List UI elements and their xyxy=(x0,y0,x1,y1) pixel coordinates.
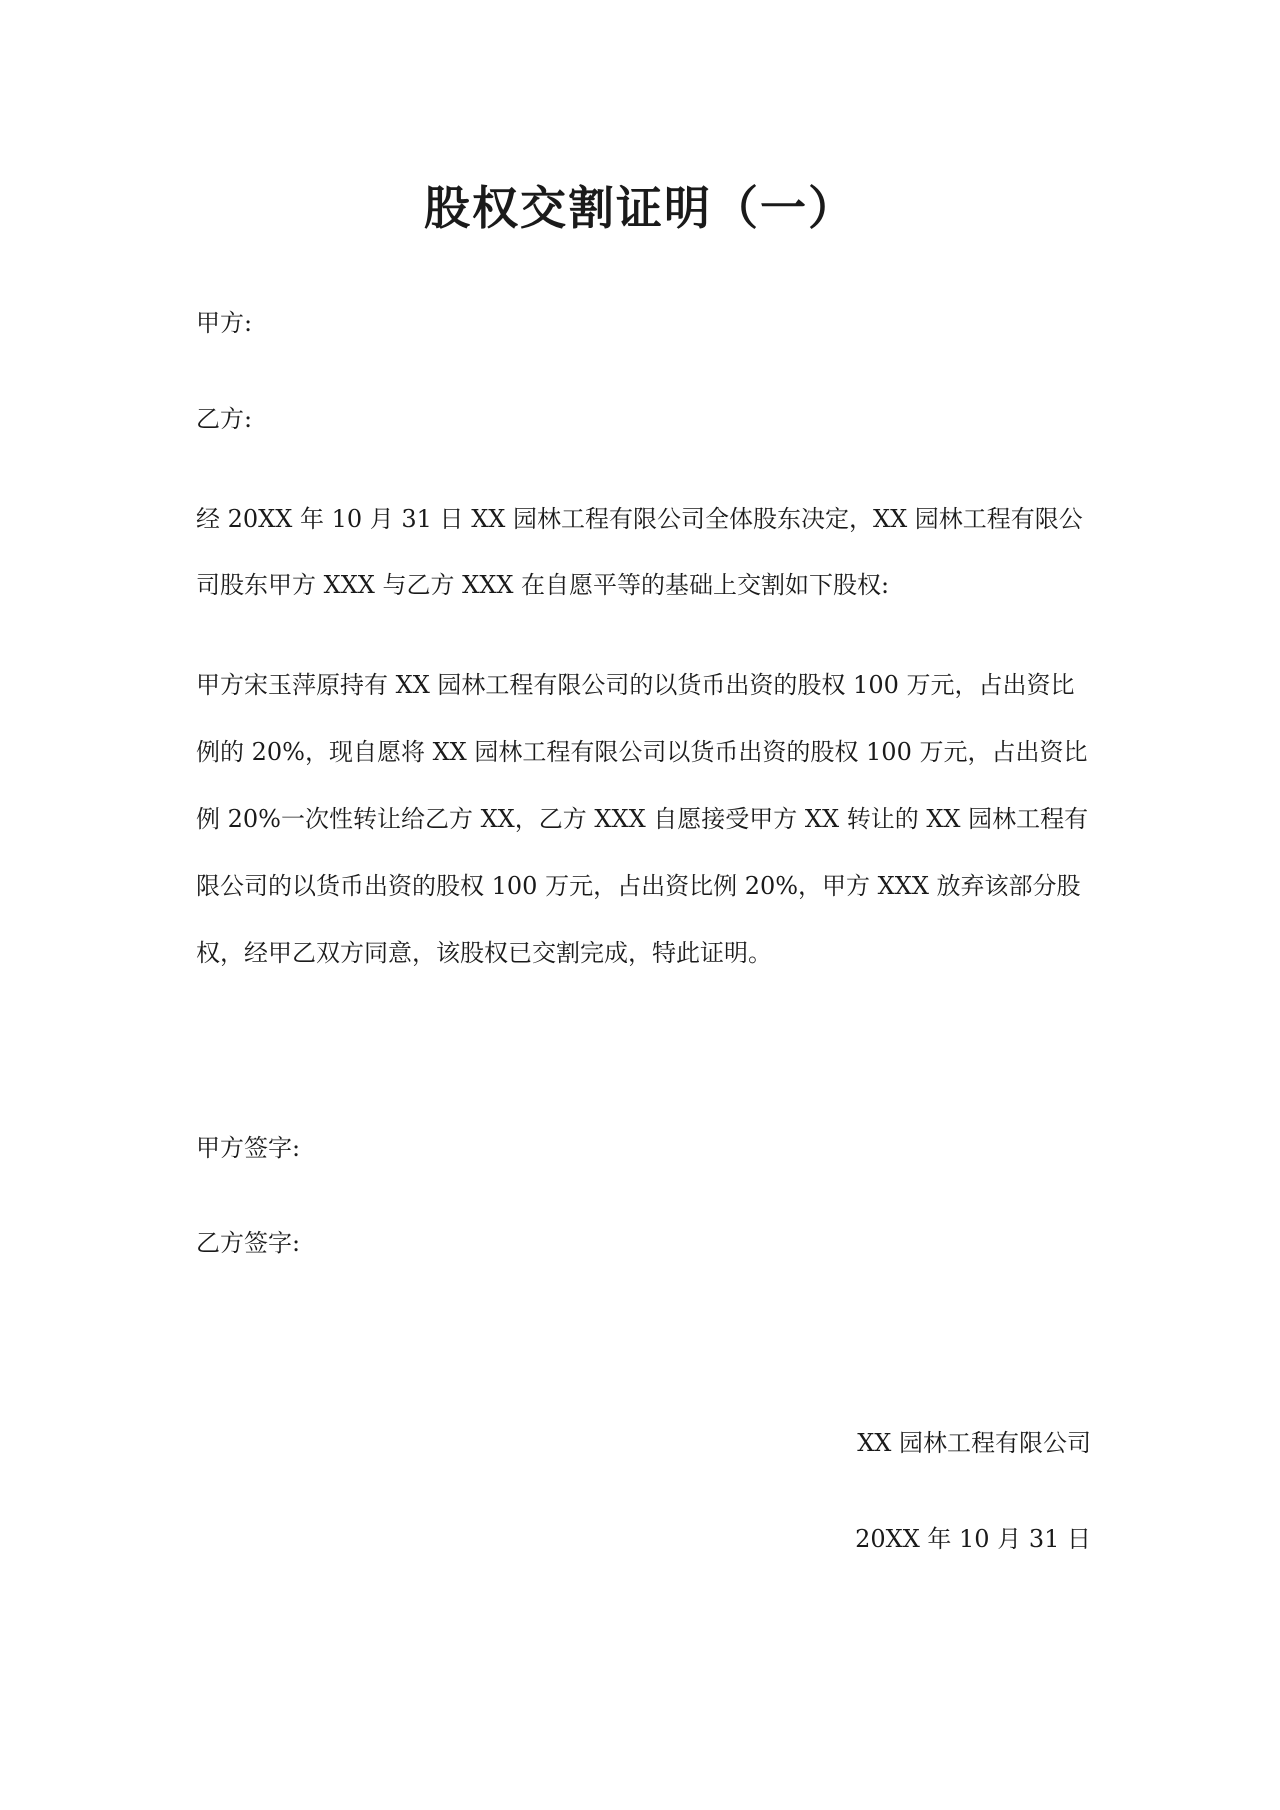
document-title: 股权交割证明（一） xyxy=(424,181,856,235)
party-a-signature-label: 甲方签字: xyxy=(196,1134,301,1162)
paragraph-agreement: 经 20XX 年 10 月 31 日 XX 园林工程有限公司全体股东决定，XX 园林工程有限公司股东甲方 XXX 与乙方 XXX 在自愿平等的基础上交割如下股权: xyxy=(196,505,1083,599)
document-date: 20XX 年 10 月 31 日 xyxy=(855,1525,1091,1553)
company-name: XX 园林工程有限公司 xyxy=(857,1429,1091,1457)
paragraph-transfer: 甲方宋玉萍原持有 XX 园林工程有限公司的以货币出资的股权 100 万元，占出资比例的 20%，现自愿将 XX 园林工程有限公司以货币出资的股权 100 万元，占出资比例 20%一次性转让给乙方 XX，乙方 XXX 自愿接受甲方 XX 转让的 XX 园林工程有限公司的以货币出资的股权 100 万元，占出资比例 20%，甲方 XXX 放弃该部分股权，经甲乙双方同意，该股权已交割完成，特此证明。 xyxy=(196,671,1089,967)
party-b-signature-label: 乙方签字: xyxy=(196,1229,301,1257)
party-b-label: 乙方: xyxy=(196,405,253,433)
party-a-label: 甲方: xyxy=(196,309,253,337)
